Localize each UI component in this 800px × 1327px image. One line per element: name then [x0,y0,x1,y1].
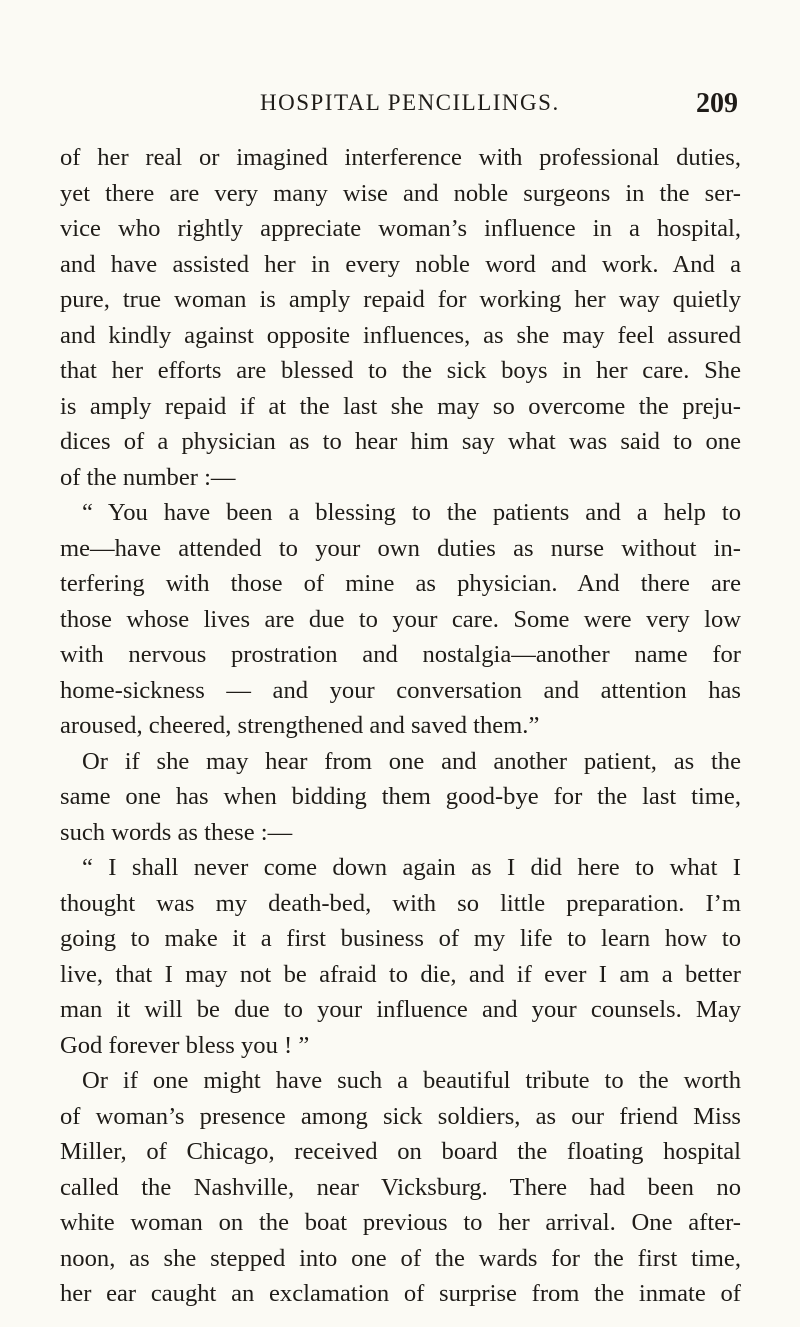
page-number: 209 [696,88,738,119]
text-line: Or if one might have such a beautiful tribute to the worth [82,1067,741,1094]
text-line: those whose lives are due to your care. Some were very low [60,605,741,633]
text-line: vice who rightly appreciate woman’s influence in a hospital, [60,215,741,242]
text-line: Or if she may hear from one and another patient, as the [82,747,741,775]
text-line: “ I shall never come down again as I did here to what I [82,854,741,881]
text-line: Miller, of Chicago, received on board the floating hospital [60,1138,741,1165]
text-line: noon, as she stepped into one of the wards for the first time, [60,1244,741,1272]
text-line: and kindly against opposite influences, as she may feel assured [60,321,741,349]
text-line: called the Nashville, near Vicksburg. There had been no [60,1173,741,1201]
text-line: same one has when bidding them good-bye for the last time, [60,783,741,810]
text-line: and have assisted her in every noble word and work. And a [60,250,741,278]
text-line: pure, true woman is amply repaid for working her way quietly [60,286,741,313]
text-line: is amply repaid if at the last she may so overcome the preju- [60,392,741,420]
text-line: going to make it a first business of my life to learn how to [60,925,741,952]
running-head-title: HOSPITAL PENCILLINGS. [260,90,560,115]
text-line: white woman on the boat previous to her arrival. One after- [60,1209,741,1236]
text-line: terfering with those of mine as physician. And there are [60,570,741,597]
text-line: of her real or imagined interference with professional duties, [60,144,741,171]
body-text [60,140,741,1312]
running-head [60,90,740,126]
text-line: yet there are very many wise and noble surgeons in the ser- [60,179,741,207]
text-line: of woman’s presence among sick soldiers, as our friend Miss [60,1102,741,1130]
text-line: thought was my death-bed, with so little preparation. I’m [60,889,741,917]
text-line: that her efforts are blessed to the sick boys in her care. She [60,357,741,384]
text-line: live, that I may not be afraid to die, and if ever I am a better [60,960,741,988]
text-line: me—have attended to your own duties as nurse without in- [60,534,741,562]
text-line: such words as these :— [60,818,293,846]
text-line: God forever bless you ! ” [60,1031,310,1059]
text-line: aroused, cheered, strengthened and saved them.” [60,712,540,739]
text-line: with nervous prostration and nostalgia—another name for [60,641,741,668]
text-line: dices of a physician as to hear him say what was said to one [60,428,741,455]
text-line: of the number :— [60,463,236,491]
text-line: home-sickness — and your conversation and attention has [60,676,741,704]
text-line: “ You have been a blessing to the patients and a help to [82,499,741,526]
text-line: man it will be due to your influence and your counsels. May [60,996,741,1023]
text-line: her ear caught an exclamation of surprise from the inmate of [60,1280,741,1307]
